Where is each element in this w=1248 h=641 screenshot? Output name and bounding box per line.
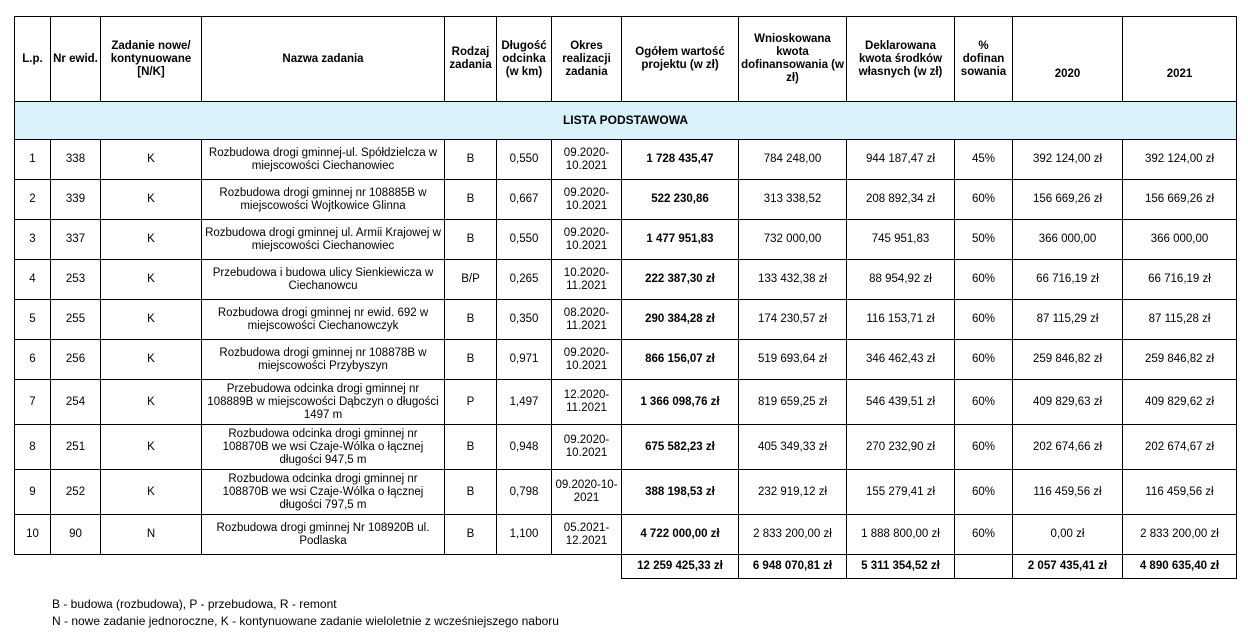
section-row bbox=[15, 102, 1237, 140]
cell-procent: 45% bbox=[955, 140, 1013, 180]
totals-spacer bbox=[15, 555, 622, 579]
table-row bbox=[15, 380, 1237, 425]
cell-wnioskowana: 2 833 200,00 zł bbox=[739, 515, 847, 555]
cell-nr-ewid: 251 bbox=[51, 425, 101, 470]
cell-wnioskowana: 784 248,00 bbox=[739, 140, 847, 180]
cell-ogolem: 4 722 000,00 zł bbox=[622, 515, 739, 555]
cell-nazwa-zadania: Przebudowa i budowa ulicy Sienkiewicza w Ciechanowcu bbox=[202, 260, 445, 300]
cell-2020: 66 716,19 zł bbox=[1013, 260, 1123, 300]
cell-rodzaj: B bbox=[445, 140, 497, 180]
table-row bbox=[15, 470, 1237, 515]
cell-okres: 09.2020-10.2021 bbox=[552, 140, 622, 180]
totals-row bbox=[15, 555, 1237, 579]
total-2021: 4 890 635,40 zł bbox=[1123, 555, 1237, 579]
cell-deklarowana: 745 951,83 bbox=[847, 220, 955, 260]
header-okres: Okres realizacji zadania bbox=[552, 17, 622, 102]
cell-2020: 202 674,66 zł bbox=[1013, 425, 1123, 470]
cell-zadanie-typ: N bbox=[101, 515, 202, 555]
cell-rodzaj: B bbox=[445, 340, 497, 380]
table-row bbox=[15, 515, 1237, 555]
cell-dlugosc: 0,265 bbox=[497, 260, 552, 300]
cell-nazwa-zadania: Rozbudowa drogi gminnej ul. Armii Krajowej w miejscowości Ciechanowiec bbox=[202, 220, 445, 260]
cell-nr-ewid: 255 bbox=[51, 300, 101, 340]
cell-zadanie-typ: K bbox=[101, 470, 202, 515]
cell-dlugosc: 0,948 bbox=[497, 425, 552, 470]
cell-wnioskowana: 819 659,25 zł bbox=[739, 380, 847, 425]
cell-wnioskowana: 174 230,57 zł bbox=[739, 300, 847, 340]
cell-2021: 259 846,82 zł bbox=[1123, 340, 1237, 380]
cell-rodzaj: P bbox=[445, 380, 497, 425]
cell-deklarowana: 944 187,47 zł bbox=[847, 140, 955, 180]
cell-nazwa-zadania: Rozbudowa drogi gminnej nr ewid. 692 w miejscowości Ciechanowczyk bbox=[202, 300, 445, 340]
header-deklarowana: Deklarowana kwota środków własnych (w zł) bbox=[847, 17, 955, 102]
cell-ogolem: 388 198,53 zł bbox=[622, 470, 739, 515]
cell-2021: 392 124,00 zł bbox=[1123, 140, 1237, 180]
cell-deklarowana: 155 279,41 zł bbox=[847, 470, 955, 515]
cell-zadanie-typ: K bbox=[101, 220, 202, 260]
header-ogolem: Ogółem wartość projektu (w zł) bbox=[622, 17, 739, 102]
table-row bbox=[15, 425, 1237, 470]
header-2020: 2020 bbox=[1013, 17, 1123, 102]
cell-dlugosc: 0,798 bbox=[497, 470, 552, 515]
total-deklarowana: 5 311 354,52 zł bbox=[847, 555, 955, 579]
cell-deklarowana: 88 954,92 zł bbox=[847, 260, 955, 300]
cell-procent: 60% bbox=[955, 515, 1013, 555]
legend-note-typ: N - nowe zadanie jednoroczne, K - kontynuowane zadanie wieloletnie z wcześniejszego naboru bbox=[52, 614, 559, 628]
cell-nr-ewid: 252 bbox=[51, 470, 101, 515]
cell-2021: 202 674,67 zł bbox=[1123, 425, 1237, 470]
table-row bbox=[15, 140, 1237, 180]
cell-2020: 116 459,56 zł bbox=[1013, 470, 1123, 515]
cell-okres: 12.2020-11.2021 bbox=[552, 380, 622, 425]
cell-okres: 09.2020-10.2021 bbox=[552, 425, 622, 470]
cell-2020: 392 124,00 zł bbox=[1013, 140, 1123, 180]
cell-dlugosc: 0,971 bbox=[497, 340, 552, 380]
section-title: LISTA PODSTAWOWA bbox=[15, 102, 1237, 140]
cell-procent: 60% bbox=[955, 470, 1013, 515]
cell-zadanie-typ: K bbox=[101, 140, 202, 180]
header-2021: 2021 bbox=[1123, 17, 1237, 102]
cell-2020: 409 829,63 zł bbox=[1013, 380, 1123, 425]
cell-procent: 60% bbox=[955, 380, 1013, 425]
cell-nr-ewid: 253 bbox=[51, 260, 101, 300]
cell-nazwa-zadania: Rozbudowa drogi gminnej Nr 108920B ul. Podlaska bbox=[202, 515, 445, 555]
header-lp: L.p. bbox=[15, 17, 51, 102]
table-row bbox=[15, 180, 1237, 220]
cell-ogolem: 1 728 435,47 bbox=[622, 140, 739, 180]
cell-nr-ewid: 339 bbox=[51, 180, 101, 220]
cell-lp: 9 bbox=[15, 470, 51, 515]
cell-lp: 8 bbox=[15, 425, 51, 470]
cell-procent: 60% bbox=[955, 425, 1013, 470]
cell-deklarowana: 1 888 800,00 zł bbox=[847, 515, 955, 555]
cell-okres: 10.2020-11.2021 bbox=[552, 260, 622, 300]
cell-wnioskowana: 405 349,33 zł bbox=[739, 425, 847, 470]
cell-zadanie-typ: K bbox=[101, 340, 202, 380]
cell-wnioskowana: 232 919,12 zł bbox=[739, 470, 847, 515]
cell-ogolem: 290 384,28 zł bbox=[622, 300, 739, 340]
cell-2021: 409 829,62 zł bbox=[1123, 380, 1237, 425]
cell-rodzaj: B bbox=[445, 425, 497, 470]
cell-deklarowana: 546 439,51 zł bbox=[847, 380, 955, 425]
cell-2020: 259 846,82 zł bbox=[1013, 340, 1123, 380]
cell-procent: 60% bbox=[955, 180, 1013, 220]
cell-2021: 366 000,00 bbox=[1123, 220, 1237, 260]
cell-wnioskowana: 313 338,52 bbox=[739, 180, 847, 220]
cell-dlugosc: 0,550 bbox=[497, 220, 552, 260]
cell-nazwa-zadania: Przebudowa odcinka drogi gminnej nr 108889B w miejscowości Dąbczyn o długości 1497 m bbox=[202, 380, 445, 425]
cell-dlugosc: 0,550 bbox=[497, 140, 552, 180]
cell-rodzaj: B bbox=[445, 515, 497, 555]
cell-ogolem: 866 156,07 zł bbox=[622, 340, 739, 380]
cell-2020: 366 000,00 bbox=[1013, 220, 1123, 260]
total-procent-empty bbox=[955, 555, 1013, 579]
cell-okres: 05.2021-12.2021 bbox=[552, 515, 622, 555]
cell-procent: 60% bbox=[955, 300, 1013, 340]
cell-lp: 7 bbox=[15, 380, 51, 425]
cell-dlugosc: 0,667 bbox=[497, 180, 552, 220]
cell-dlugosc: 1,497 bbox=[497, 380, 552, 425]
cell-rodzaj: B bbox=[445, 220, 497, 260]
cell-2020: 0,00 zł bbox=[1013, 515, 1123, 555]
table-row bbox=[15, 220, 1237, 260]
cell-nr-ewid: 90 bbox=[51, 515, 101, 555]
cell-nr-ewid: 337 bbox=[51, 220, 101, 260]
cell-nr-ewid: 254 bbox=[51, 380, 101, 425]
table-row bbox=[15, 340, 1237, 380]
cell-lp: 2 bbox=[15, 180, 51, 220]
header-nr-ewid: Nr ewid. bbox=[51, 17, 101, 102]
cell-deklarowana: 116 153,71 zł bbox=[847, 300, 955, 340]
cell-ogolem: 1 477 951,83 bbox=[622, 220, 739, 260]
cell-rodzaj: B bbox=[445, 180, 497, 220]
cell-lp: 10 bbox=[15, 515, 51, 555]
cell-rodzaj: B bbox=[445, 470, 497, 515]
cell-zadanie-typ: K bbox=[101, 260, 202, 300]
cell-lp: 6 bbox=[15, 340, 51, 380]
cell-nazwa-zadania: Rozbudowa odcinka drogi gminnej nr 108870B we wsi Czaje-Wólka o łącznej długości 947,5 m bbox=[202, 425, 445, 470]
cell-okres: 09.2020-10.2021 bbox=[552, 340, 622, 380]
cell-zadanie-typ: K bbox=[101, 380, 202, 425]
cell-2021: 116 459,56 zł bbox=[1123, 470, 1237, 515]
header-wnioskowana: Wnioskowana kwota dofinansowania (w zł) bbox=[739, 17, 847, 102]
legend-note-rodzaj: B - budowa (rozbudowa), P - przebudowa, R - remont bbox=[52, 597, 337, 611]
cell-2020: 156 669,26 zł bbox=[1013, 180, 1123, 220]
cell-zadanie-typ: K bbox=[101, 425, 202, 470]
cell-procent: 60% bbox=[955, 340, 1013, 380]
cell-lp: 3 bbox=[15, 220, 51, 260]
total-wnioskowana: 6 948 070,81 zł bbox=[739, 555, 847, 579]
header-nazwa-zadania: Nazwa zadania bbox=[202, 17, 445, 102]
legend-notes bbox=[52, 596, 559, 630]
cell-rodzaj: B bbox=[445, 300, 497, 340]
cell-okres: 09.2020-10.2021 bbox=[552, 180, 622, 220]
cell-2021: 2 833 200,00 zł bbox=[1123, 515, 1237, 555]
cell-ogolem: 1 366 098,76 zł bbox=[622, 380, 739, 425]
cell-2021: 156 669,26 zł bbox=[1123, 180, 1237, 220]
table-row bbox=[15, 260, 1237, 300]
cell-deklarowana: 208 892,34 zł bbox=[847, 180, 955, 220]
cell-ogolem: 522 230,86 bbox=[622, 180, 739, 220]
cell-ogolem: 222 387,30 zł bbox=[622, 260, 739, 300]
cell-nr-ewid: 256 bbox=[51, 340, 101, 380]
cell-wnioskowana: 732 000,00 bbox=[739, 220, 847, 260]
cell-deklarowana: 346 462,43 zł bbox=[847, 340, 955, 380]
cell-procent: 60% bbox=[955, 260, 1013, 300]
header-row bbox=[15, 17, 1237, 102]
cell-nazwa-zadania: Rozbudowa odcinka drogi gminnej nr 108870B we wsi Czaje-Wólka o łącznej długości 797,5 m bbox=[202, 470, 445, 515]
cell-lp: 4 bbox=[15, 260, 51, 300]
cell-dlugosc: 0,350 bbox=[497, 300, 552, 340]
cell-nazwa-zadania: Rozbudowa drogi gminnej-ul. Spółdzielcza w miejscowości Ciechanowiec bbox=[202, 140, 445, 180]
total-2020: 2 057 435,41 zł bbox=[1013, 555, 1123, 579]
header-procent: % dofinan sowania bbox=[955, 17, 1013, 102]
table-row bbox=[15, 300, 1237, 340]
cell-2021: 66 716,19 zł bbox=[1123, 260, 1237, 300]
projects-table bbox=[14, 16, 1237, 579]
cell-okres: 09.2020-10-2021 bbox=[552, 470, 622, 515]
total-ogolem: 12 259 425,33 zł bbox=[622, 555, 739, 579]
cell-nr-ewid: 338 bbox=[51, 140, 101, 180]
cell-rodzaj: B/P bbox=[445, 260, 497, 300]
cell-lp: 1 bbox=[15, 140, 51, 180]
cell-ogolem: 675 582,23 zł bbox=[622, 425, 739, 470]
cell-zadanie-typ: K bbox=[101, 300, 202, 340]
header-zadanie-typ: Zadanie nowe/ kontynuowane [N/K] bbox=[101, 17, 202, 102]
cell-deklarowana: 270 232,90 zł bbox=[847, 425, 955, 470]
cell-2021: 87 115,28 zł bbox=[1123, 300, 1237, 340]
cell-wnioskowana: 133 432,38 zł bbox=[739, 260, 847, 300]
cell-nazwa-zadania: Rozbudowa drogi gminnej nr 108878B w miejscowości Przybyszyn bbox=[202, 340, 445, 380]
cell-wnioskowana: 519 693,64 zł bbox=[739, 340, 847, 380]
cell-dlugosc: 1,100 bbox=[497, 515, 552, 555]
cell-zadanie-typ: K bbox=[101, 180, 202, 220]
header-rodzaj: Rodzaj zadania bbox=[445, 17, 497, 102]
cell-okres: 09.2020-10.2021 bbox=[552, 220, 622, 260]
cell-okres: 08.2020-11.2021 bbox=[552, 300, 622, 340]
cell-2020: 87 115,29 zł bbox=[1013, 300, 1123, 340]
header-dlugosc: Długość odcinka (w km) bbox=[497, 17, 552, 102]
cell-nazwa-zadania: Rozbudowa drogi gminnej nr 108885B w miejscowości Wojtkowice Glinna bbox=[202, 180, 445, 220]
cell-procent: 50% bbox=[955, 220, 1013, 260]
cell-lp: 5 bbox=[15, 300, 51, 340]
